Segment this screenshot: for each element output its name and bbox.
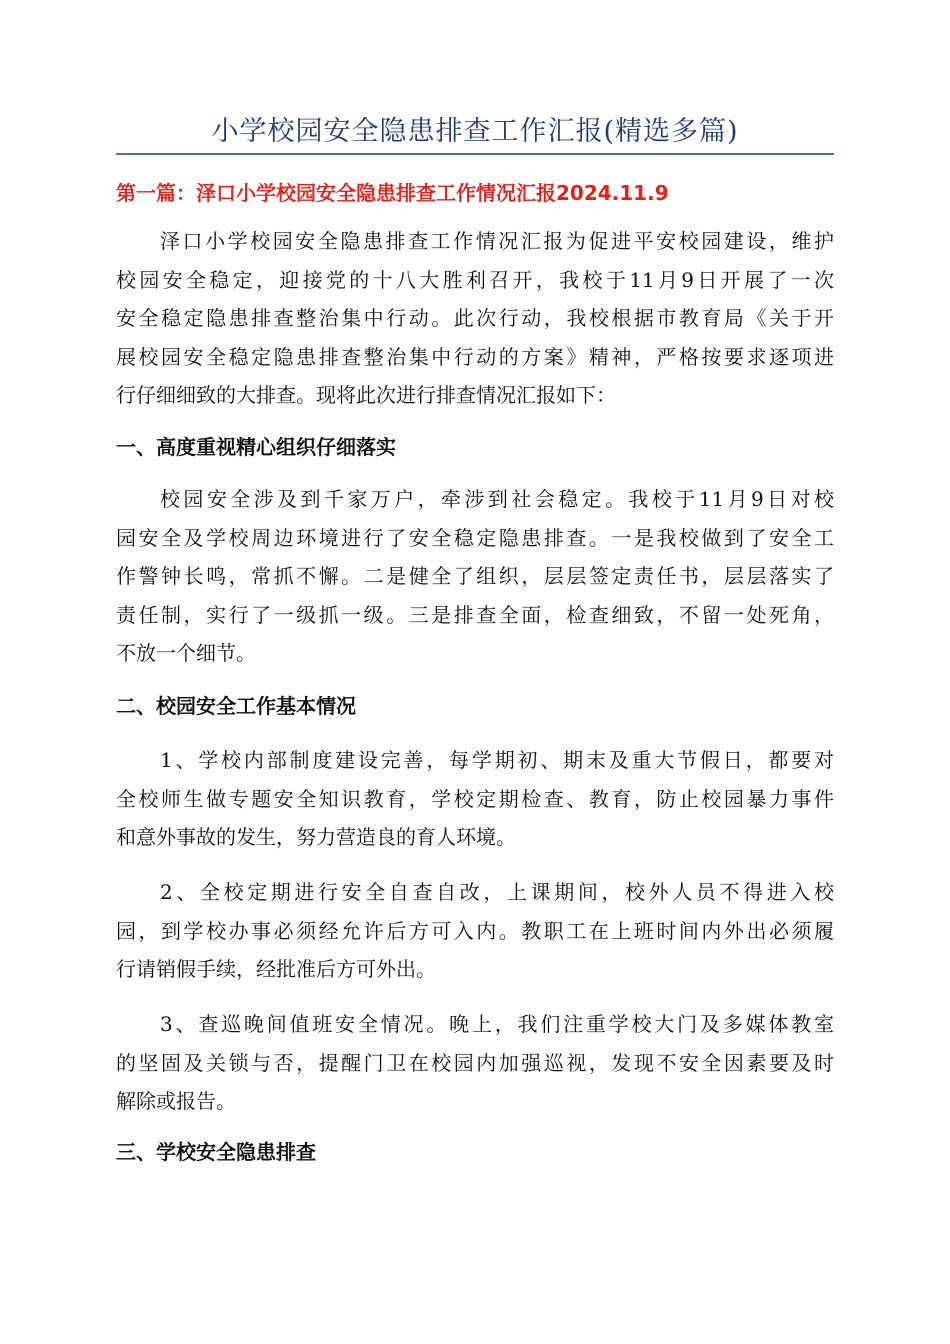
paragraph-line: 不放一个细节。	[116, 641, 256, 665]
paragraph-line: 园，到学校办事必须经允许后方可入内。教职工在上班时间内外出必须履	[116, 918, 834, 943]
paragraph-line: 泽口小学校园安全隐患排查工作情况汇报为促进平安校园建设，维护	[160, 229, 834, 253]
paragraph-line: 行请销假手续，经批准后方可外出。	[116, 957, 436, 981]
part-one-heading: 第一篇：泽口小学校园安全隐患排查工作情况汇报2024.11.9	[116, 181, 669, 205]
paragraph-line: 全校师生做专题安全知识教育，学校定期检查、教育，防止校园暴力事件	[116, 786, 834, 811]
paragraph-line: 责任制，实行了一级抓一级。三是排查全面，检查细致，不留一处死角，	[116, 602, 834, 627]
paragraph-line: 展校园安全稳定隐患排查整治集中行动的方案》精神，严格按要求逐项进	[116, 344, 834, 369]
document-title: 小学校园安全隐患排查工作汇报(精选多篇)	[211, 116, 739, 147]
paragraph-line: 园安全及学校周边环境进行了安全稳定隐患排查。一是我校做到了安全工	[116, 525, 834, 550]
paragraph-line: 的坚固及关锁与否，提醒门卫在校园内加强巡视，发现不安全因素要及时	[116, 1050, 834, 1075]
section-two-item-2	[116, 873, 834, 989]
paragraph-line: 校园安全稳定，迎接党的十八大胜利召开，我校于11月9日开展了一次	[116, 267, 834, 292]
paragraph-line: 和意外事故的发生，努力营造良的育人环境。	[116, 825, 516, 849]
section-three-heading: 三、学校安全隐患排查	[116, 1140, 316, 1164]
section-two-item-3	[116, 1005, 834, 1121]
title-underline	[116, 153, 834, 155]
paragraph-line: 校园安全涉及到千家万户，牵涉到社会稳定。我校于11月9日对校	[160, 487, 834, 511]
section-one-heading: 一、高度重视精心组织仔细落实	[116, 435, 396, 459]
paragraph-line: 解除或报告。	[116, 1089, 236, 1113]
paragraph-line: 1、学校内部制度建设完善，每学期初、期末及重大节假日，都要对	[160, 748, 834, 772]
section-two-item-1	[116, 741, 834, 857]
paragraph-line: 3、查巡晚间值班安全情况。晚上，我们注重学校大门及多媒体教室	[160, 1012, 834, 1036]
paragraph-line: 2、全校定期进行安全自查自改，上课期间，校外人员不得进入校	[160, 880, 834, 904]
section-one-paragraph	[116, 480, 834, 673]
paragraph-line: 行仔细细致的大排查。现将此次进行排查情况汇报如下：	[116, 383, 616, 407]
section-two-heading: 二、校园安全工作基本情况	[116, 694, 356, 718]
paragraph-line: 安全稳定隐患排查整治集中行动。此次行动，我校根据市教育局《关于开	[116, 306, 834, 330]
intro-paragraph	[116, 222, 834, 415]
paragraph-line: 作警钟长鸣，常抓不懈。二是健全了组织，层层签定责任书，层层落实了	[116, 564, 834, 588]
